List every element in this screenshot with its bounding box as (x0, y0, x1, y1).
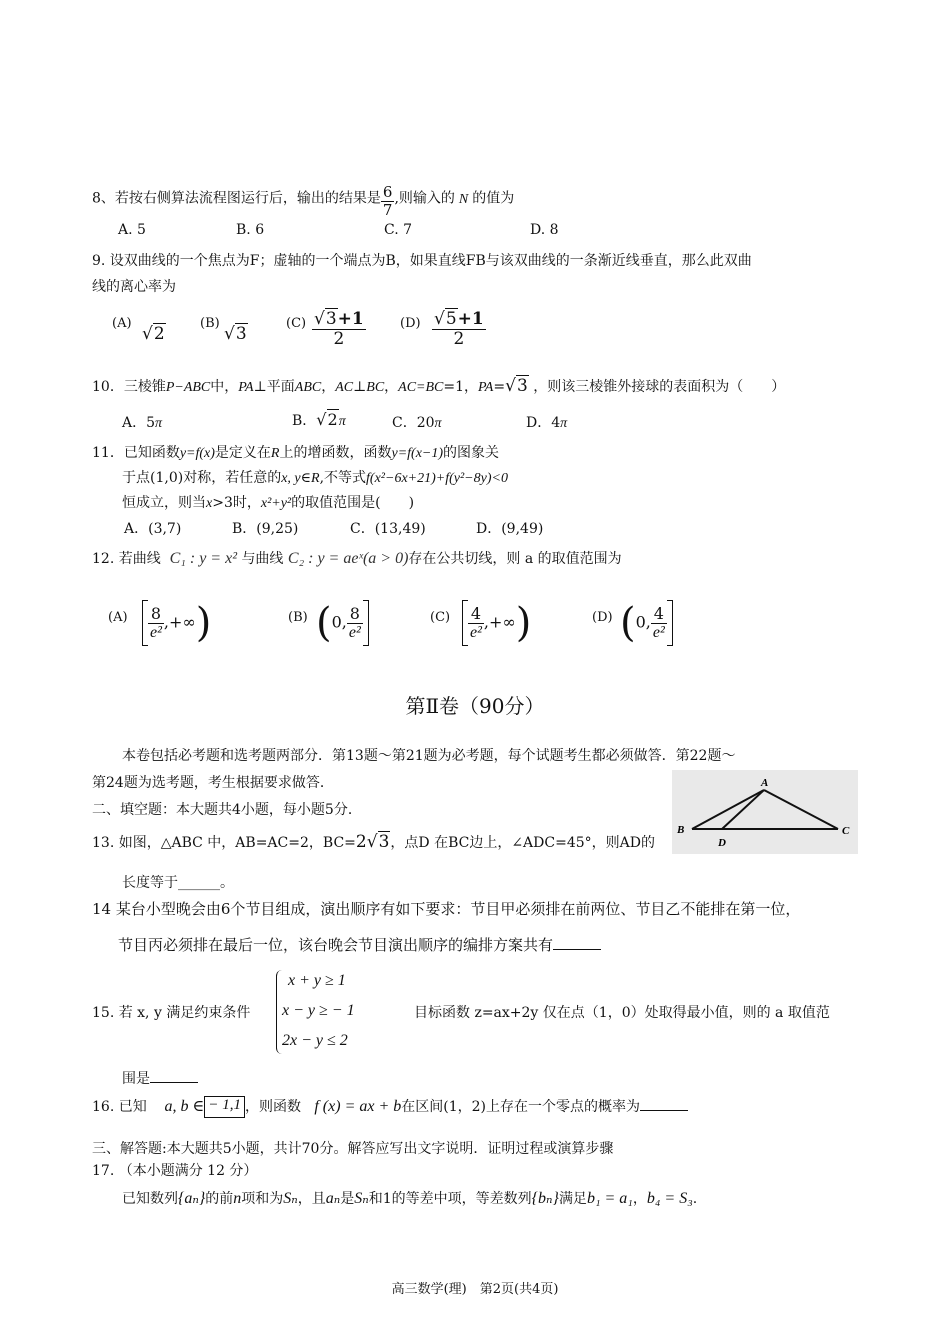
q8-option-d: D. 8 (530, 222, 559, 238)
q8-option-c: C. 7 (384, 222, 413, 238)
page-footer: 高三数学(理) 第2页(共4页) (391, 1282, 559, 1297)
q13-line2: 长度等于______。 (122, 875, 234, 891)
q12-option-d-label: (D) (592, 610, 613, 625)
q12-option-a-label: (A) (108, 610, 128, 625)
section-intro-line1: 本卷包括必考题和选考题两部分．第13题～第21题为必考题，每个试题考生都必须做答．第22题～ (122, 748, 736, 764)
q15-objective: 目标函数 z=ax+2y 仅在点（1，0）处取得最小值，则的 a 取值范 (414, 1005, 830, 1021)
q8-stem: 8、若按右侧算法流程图运行后，输出的结果是 $\frac{6}{7}$ ,则输入的 N 的值为 (92, 183, 515, 219)
q9-option-a-label: (A) (112, 316, 132, 331)
q12-option-a: $\frac{8}{\text{e²}}$ ,+∞) (142, 600, 211, 646)
q10-option-d: D．4π (526, 415, 568, 431)
vertex-c-label: C (842, 825, 850, 837)
point-d-label: D (718, 837, 726, 849)
q10-option-a: A．5π (122, 415, 163, 431)
q9-line1: 9. 设双曲线的一个焦点为F；虚轴的一个端点为B，如果直线FB与该双曲线的一条渐近线垂直，那么此双曲 (92, 253, 752, 269)
q9-option-c-label: (C) (286, 316, 307, 331)
q13-stem: 13. 如图，△ABC 中，AB=AC=2，BC=2√3，点D 在BC边上，∠ADC=45°，则AD的 (92, 832, 655, 852)
q9-line2: 线的离心率为 (92, 279, 176, 295)
vertex-b-label: B (677, 824, 685, 836)
q14-line2: 节目丙必须排在最后一位，该台晚会节目演出顺序的编排方案共有 (118, 934, 601, 955)
q15-line2: 围是 (122, 1068, 198, 1088)
q9-option-d-label: (D) (400, 316, 421, 331)
q10-option-c: C．20π (392, 415, 442, 431)
q12-option-c-label: (C) (430, 610, 451, 625)
q9-option-b: √3 (224, 324, 247, 344)
q11-option-a: A．(3,7) (124, 521, 182, 537)
solution-heading: 三、解答题:本大题共5小题，共计70分。解答应写出文字说明．证明过程或演算步骤 (92, 1141, 614, 1157)
q15-constraint-2: x − y ≥ − 1 (282, 1002, 355, 1019)
q11-option-c: C．(13,49) (350, 521, 426, 537)
q16-stem: 16. 已知 a, b ∈ − 1,1 ，则函数 f (x) = ax + b在区间(1，2)上存在一个零点的概率为 (92, 1096, 688, 1118)
q15-stem: 15. 若 x, y 满足约束条件 (92, 1005, 251, 1021)
q8-option-a: A. 5 (118, 222, 146, 238)
q15-constraint-3: 2x − y ≤ 2 (282, 1032, 348, 1049)
q12-option-b-label: (B) (288, 610, 308, 625)
q11-option-d: D．(9,49) (476, 521, 544, 537)
q9-option-b-label: (B) (200, 316, 220, 331)
q10-option-b: B．√2π (292, 410, 346, 429)
q14-line1: 14 某台小型晚会由6个节目组成，演出顺序有如下要求：节目甲必须排在前两位、节目乙不能排在第一位， (92, 900, 801, 918)
q12-option-b: (0, $\frac{8}{\text{e²}}$ (316, 600, 369, 646)
q12-option-c: $\frac{4}{\text{e²}}$ ,+∞) (462, 600, 531, 646)
section-intro-line2: 第24题为选考题，考生根据要求做答． (92, 775, 334, 791)
q17-head: 17. （本小题满分 12 分） (92, 1163, 258, 1179)
q11-line2: 于点(1,0)对称，若任意的x, y∈R,不等式f(x²−6x+21)+f(y²−8y)<0 (122, 470, 508, 486)
q9-option-a: √2 (142, 324, 165, 344)
q9-option-c: $\frac{√3+1}{2}$ (314, 309, 364, 349)
vertex-a-label: A (761, 777, 769, 789)
triangle-figure (672, 770, 858, 854)
q10-stem: 10．三棱锥P−ABC中，PA⊥平面ABC，AC⊥BC，AC=BC=1，PA=√3 ，则该三棱锥外接球的表面积为（ ） (92, 376, 786, 396)
q12-stem: 12. 若曲线 C₁ : y = x² 与曲线 C₂ : y = aeˣ(a > 0)存在公共切线，则 a 的取值范围为 (92, 550, 622, 567)
q11-line1: 11．已知函数y=f(x)是定义在R上的增函数，函数y=f(x−1)的图象关 (92, 445, 500, 461)
q15-constraint-1: x + y ≥ 1 (288, 972, 346, 989)
fill-in-heading: 二、填空题：本大题共4小题，每小题5分． (92, 802, 362, 818)
q11-line3: 恒成立，则当x>3时，x²+y²的取值范围是( ) (122, 495, 415, 511)
q8-option-b: B. 6 (236, 222, 265, 238)
q11-option-b: B．(9,25) (232, 521, 299, 537)
q12-option-d: (0, $\frac{4}{\text{e²}}$ (620, 600, 673, 646)
section-title: 第Ⅱ卷（90分） (405, 694, 545, 718)
q9-option-d: $\frac{√5+1}{2}$ (434, 309, 484, 349)
q17-body: 已知数列{aₙ}的前n项和为Sₙ，且aₙ是Sₙ和1的等差中项，等差数列{bₙ}满足b₁ = a₁，b₄ = S₃. (122, 1190, 698, 1207)
